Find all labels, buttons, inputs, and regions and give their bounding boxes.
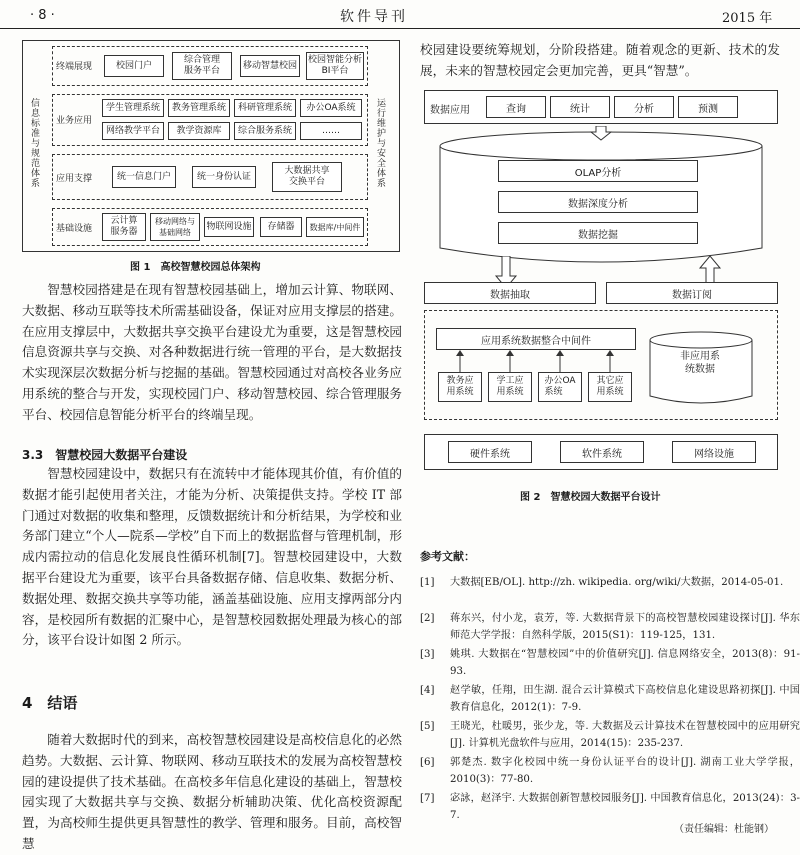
figure-2 [420, 88, 782, 488]
fig1-box: 学生管理系统 [102, 99, 164, 117]
fig2-non-app-label: 非应用系 统数据 [680, 351, 720, 375]
section-4-heading: 4 结语 [22, 694, 78, 712]
fig2-app-box: 查询 [486, 96, 546, 118]
fig1-caption: 图 1 高校智慧校园总体架构 [130, 262, 261, 273]
fig1-row-label: 业务应用 [56, 116, 93, 126]
page-header [0, 0, 800, 29]
page-number: · 8 · [30, 8, 55, 23]
fig1-box: 云计算 服务器 [102, 213, 146, 241]
fig1-box: 统一信息门户 [112, 166, 176, 188]
fig2-infra-box: 硬件系统 [448, 441, 532, 463]
fig2-infra-box: 软件系统 [560, 441, 644, 463]
paragraph: 智慧校园建设中，数据只有在流转中才能体现其价值，有价值的数据才能引起使用者关注，才能为分析、决策提供支持。学校 IT 部门通过对数据的收集和整理，反馈数据统计和分析结果，为学校和业务部门建立“个人—院系—学校”自下而上的数据监督与管理机制，形成内需拉动的信息化发展良性循环机制[7]。智慧校园建设中，大数据平台建设尤为重要，该平台具备数据存储、信息收集、数据分析、数据处理、数据交换共享等功能，涵盖基础设施、应用支撑两部分内容，是校园所有数据的汇聚中心，是智慧校园数据处理最为核心的部分，该平台设计如图 2 所示。 [22, 466, 402, 648]
fig1-box: 校园门户 [104, 55, 164, 77]
fig1-box: 移动网络与 基础网络 [150, 213, 200, 241]
left-column [22, 464, 402, 651]
fig2-app-label: 数据应用 [430, 105, 470, 116]
fig2-app-box: 分析 [614, 96, 674, 118]
fig1-box: 物联网设施 [204, 217, 254, 237]
fig2-cyl-box: 数据深度分析 [498, 191, 698, 213]
fig2-app-box: 统计 [550, 96, 610, 118]
fig2-infra-box: 网络设施 [672, 441, 756, 463]
fig1-box: 统一身份认证 [192, 166, 256, 188]
fig2-subscribe: 数据订阅 [606, 282, 778, 304]
figure-1 [22, 40, 402, 262]
fig1-left-label: 信息标准与规范体系 [29, 98, 39, 188]
left-column [22, 280, 402, 426]
fig1-box: 存储器 [260, 217, 302, 237]
paragraph: 校园建设要统筹规划，分阶段搭建。随着观念的更新、技术的发展，未来的智慧校园定会更加完善，更具“智慧”。 [420, 42, 780, 78]
fig1-box: 科研管理系统 [234, 99, 296, 117]
section-3-3-heading: 3.3 智慧校园大数据平台建设 [22, 448, 188, 462]
fig1-box: 网络教学平台 [102, 122, 164, 140]
journal-year: 2015 年 [722, 11, 773, 26]
fig1-row-label: 应用支撑 [56, 174, 93, 184]
fig2-app-box: 预测 [678, 96, 738, 118]
fig1-right-label: 运行维护与安全体系 [375, 98, 385, 188]
fig2-system: 教务应 用系统 [438, 372, 482, 402]
left-column [22, 730, 402, 855]
fig1-row-label: 基础设施 [56, 224, 93, 234]
paragraph: 智慧校园搭建是在现有智慧校园基础上，增加云计算、物联网、大数据、移动互联等技术所需基础设备，保证对应用支撑层的搭建。在应用支撑层中，大数据共享交换平台建设尤为重要，这是智慧校园信息资源共享与交换、对各种数据进行统一管理的平台，是大数据技术实现深层次数据分析与挖掘的基础。智慧校园通过对高校各业务应用系统的整合与开发，实现校园门户、移动智慧校园、综合管理服务平台、校园信息智能分析平台的终端呈现。 [22, 282, 402, 422]
fig2-cyl-box: OLAP分析 [498, 160, 698, 182]
fig1-box: 校园智能分析 BI平台 [306, 52, 364, 80]
fig2-middleware: 应用系统数据整合中间件 [436, 328, 636, 350]
fig1-box: 教学资源库 [168, 122, 230, 140]
paragraph: 随着大数据时代的到来，高校智慧校园建设是高校信息化的必然趋势。大数据、云计算、物联网、移动互联技术的发展为高校智慧校园的建设提供了技术基础。在高校多年信息化建设的基础上，智慧校园实现了大数据共享与交换、数据分析辅助决策、优化高校资源配置，为高校师生提供更具智慧性的教学、管理和服务。目前，高校智慧 [22, 732, 402, 851]
references-title: 参考文献： [420, 550, 475, 563]
fig1-row-label: 终端展现 [56, 62, 93, 72]
fig2-cyl-box: 数据挖掘 [498, 222, 698, 244]
journal-title: 软件导刊 [340, 9, 408, 25]
editor-note: （责任编辑：杜能钢） [674, 824, 774, 835]
fig1-box: 数据库/中间件 [306, 217, 364, 237]
fig1-box: 教务管理系统 [168, 99, 230, 117]
references-list: [1] 大数据[EB/OL]. http://zh. wikipedia. org/wiki/大数据，2014-05-01. [2] 蒋东兴，付小龙，袁芳，等. 大数据背景下的高校智慧校园建设探讨[J]. 华东师范大学学报：自然科学版，2015(S1)：119-125，131. [3] 姚琪. 大数据在“智慧校园”中的价值研究[J]. 信息网络安全，2013(8)：91-93. [4] 赵学敏，任翔，田生湖. 混合云计算模式下高校信息化建设思路初探[J]. 中国教育信息化，2012(1)：7-9. [5] 王晓光，杜暖男，张少龙，等. 大数据及云计算技术在智慧校园中的应用研究[J]. 计算机光盘软件与应用，2014(15)：235-237. [6] 郭楚杰. 数字化校园中统一身份认证平台的设计[J]. 湖南工业大学学报，2010(3)：77-80. [7] 宓詠，赵泽宇. 大数据创新智慧校园服务[J]. 中国教育信息化，2013(24)：3-7. [420, 577, 800, 822]
fig1-box: 综合服务系统 [234, 122, 296, 140]
fig2-system: 办公OA 系统 [538, 372, 582, 402]
fig1-box: …… [300, 122, 362, 140]
fig1-box: 大数据共享 交换平台 [272, 162, 342, 192]
fig2-caption: 图 2 智慧校园大数据平台设计 [520, 492, 661, 503]
fig2-system: 其它应 用系统 [588, 372, 632, 402]
fig2-extract: 数据抽取 [424, 282, 596, 304]
right-column-intro [420, 40, 780, 82]
fig2-system: 学工应 用系统 [488, 372, 532, 402]
fig1-box: 移动智慧校园 [240, 55, 300, 77]
fig1-box: 综合管理 服务平台 [172, 52, 232, 80]
fig1-box: 办公OA系统 [300, 99, 362, 117]
